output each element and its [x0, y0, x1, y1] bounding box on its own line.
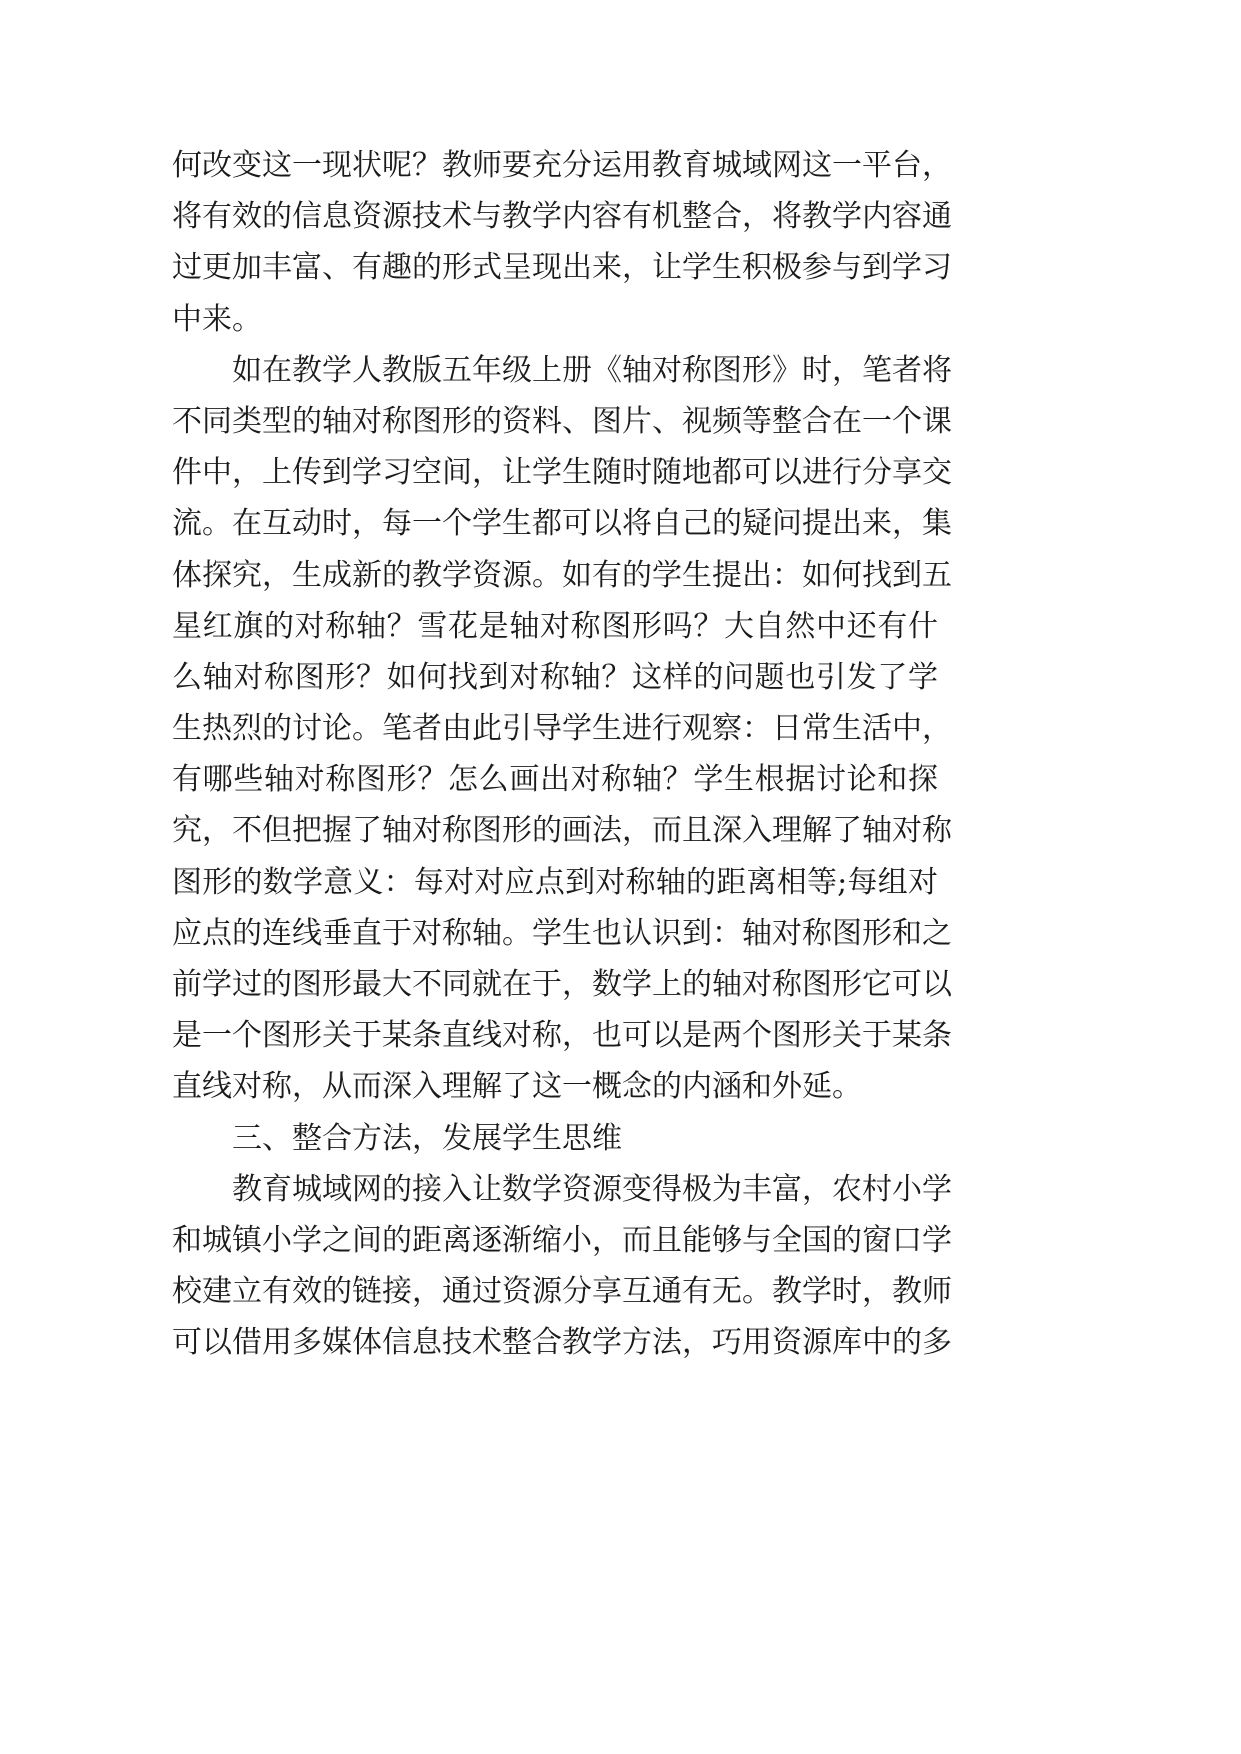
text-line: 件中，上传到学习空间，让学生随时随地都可以进行分享交: [172, 455, 952, 491]
text-line: 究，不但把握了轴对称图形的画法，而且深入理解了轴对称: [172, 813, 952, 849]
text-line: 应点的连线垂直于对称轴。学生也认识到：轴对称图形和之: [172, 915, 952, 951]
text-line: 校建立有效的链接，通过资源分享互通有无。教学时，教师: [172, 1274, 952, 1310]
text-line: 流。在互动时，每一个学生都可以将自己的疑问提出来，集: [172, 506, 952, 542]
text-line: 生热烈的讨论。笔者由此引导学生进行观察：日常生活中，: [172, 711, 952, 747]
document-body: [172, 140, 952, 1369]
text-line: 直线对称，从而深入理解了这一概念的内涵和外延。: [172, 1069, 862, 1105]
text-line: 将有效的信息资源技术与教学内容有机整合，将教学内容通: [172, 199, 952, 235]
text-line: 是一个图形关于某条直线对称，也可以是两个图形关于某条: [172, 1018, 952, 1054]
text-line: 体探究，生成新的教学资源。如有的学生提出：如何找到五: [172, 557, 952, 593]
text-line: 三、整合方法，发展学生思维: [232, 1120, 622, 1156]
text-line: 何改变这一现状呢？教师要充分运用教育城域网这一平台，: [172, 148, 952, 183]
text-line: 星红旗的对称轴？雪花是轴对称图形吗？大自然中还有什: [172, 608, 938, 644]
text-line: 有哪些轴对称图形？怎么画出对称轴？学生根据讨论和探: [172, 762, 938, 798]
text-line: 不同类型的轴对称图形的资料、图片、视频等整合在一个课: [172, 403, 952, 439]
text-line: 么轴对称图形？如何找到对称轴？这样的问题也引发了学: [172, 659, 938, 695]
text-line: 前学过的图形最大不同就在于，数学上的轴对称图形它可以: [172, 967, 952, 1002]
text-line: 如在教学人教版五年级上册《轴对称图形》时，笔者将: [232, 352, 952, 388]
text-line: 和城镇小学之间的距离逐渐缩小，而且能够与全国的窗口学: [172, 1222, 952, 1258]
text-line: 图形的数学意义：每对对应点到对称轴的距离相等;每组对: [172, 864, 938, 900]
text-line: 可以借用多媒体信息技术整合教学方法，巧用资源库中的多: [172, 1325, 952, 1361]
text-line: 过更加丰富、有趣的形式呈现出来，让学生积极参与到学习: [172, 250, 952, 286]
text-line: 教育城域网的接入让数学资源变得极为丰富，农村小学: [232, 1171, 952, 1207]
text-line: 中来。: [172, 301, 262, 337]
